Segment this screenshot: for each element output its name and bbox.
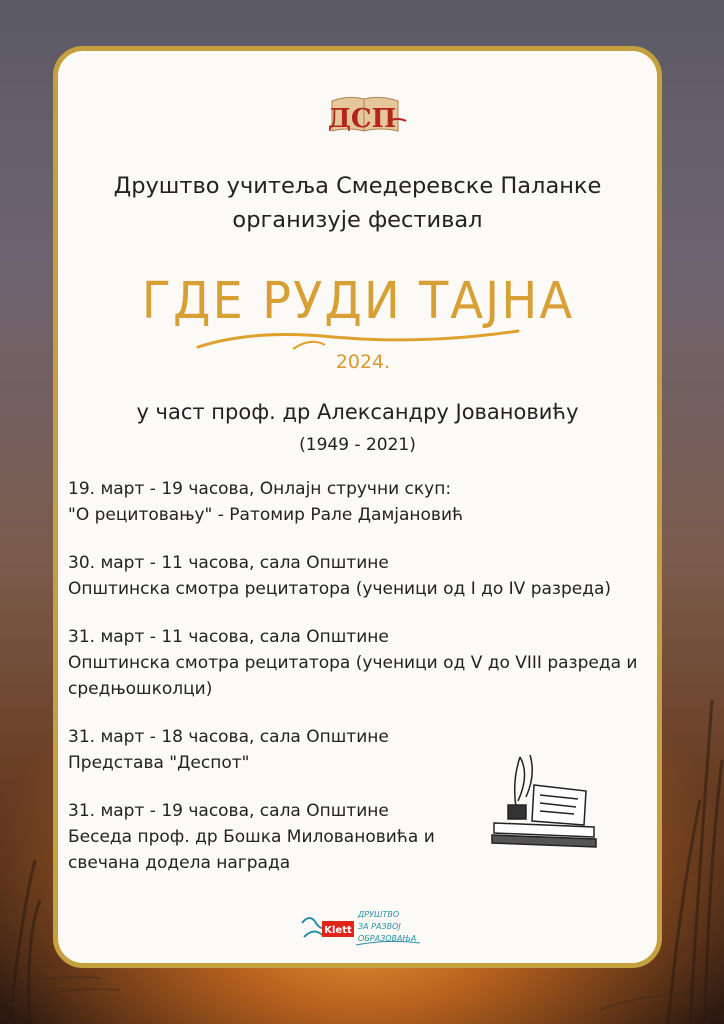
sponsor-line-2: ЗА РАЗВОЈ bbox=[358, 922, 401, 931]
festival-title: ГДЕ РУДИ ТАЈНА bbox=[141, 271, 575, 331]
event-line: Општинска смотра рецитатора (ученици од V до VIII разреда и bbox=[68, 653, 638, 673]
honor-years: (1949 - 2021) bbox=[299, 435, 416, 455]
event-line: средњошколци) bbox=[68, 679, 213, 699]
event-item bbox=[68, 550, 658, 602]
event-item bbox=[68, 476, 658, 528]
honor-line: у част проф. др Александру Јовановићу bbox=[136, 400, 579, 424]
event-line: Представа "Деспот" bbox=[68, 753, 250, 773]
poster-card bbox=[53, 46, 662, 968]
sponsor-line-3: ОБРАЗОВАЊА bbox=[358, 934, 417, 943]
sponsor-logo bbox=[296, 903, 426, 953]
sponsor-line-1: ДРУШТВО bbox=[358, 910, 400, 919]
event-line: свечана додела награда bbox=[68, 853, 291, 873]
festival-year: 2024. bbox=[335, 351, 391, 373]
logo-text: ДСП bbox=[327, 104, 397, 134]
quill-and-books-illustration bbox=[490, 751, 598, 849]
event-line: 30. март - 11 часова, сала Општине bbox=[68, 553, 389, 573]
event-line: 31. март - 19 часова, сала Општине bbox=[68, 801, 389, 821]
dsp-logo bbox=[318, 87, 410, 139]
event-line: 31. март - 11 часова, сала Општине bbox=[68, 627, 389, 647]
event-line: 19. март - 19 часова, Онлајн стручни скуп: bbox=[68, 479, 452, 499]
sponsor-brand: Klett bbox=[324, 925, 352, 936]
event-item bbox=[68, 624, 658, 702]
organizer-line-1: Друштво учитеља Смедеревске Паланке bbox=[113, 173, 602, 199]
event-line: Беседа проф. др Бошка Миловановића и bbox=[68, 827, 435, 847]
event-line: "О рецитовању" - Ратомир Рале Дамјановић bbox=[68, 505, 464, 525]
organizer-line-2: организује фестивал bbox=[232, 207, 483, 233]
event-line: 31. март - 18 часова, сала Општине bbox=[68, 727, 389, 747]
event-line: Општинска смотра рецитатора (ученици од I до IV разреда) bbox=[68, 579, 612, 599]
